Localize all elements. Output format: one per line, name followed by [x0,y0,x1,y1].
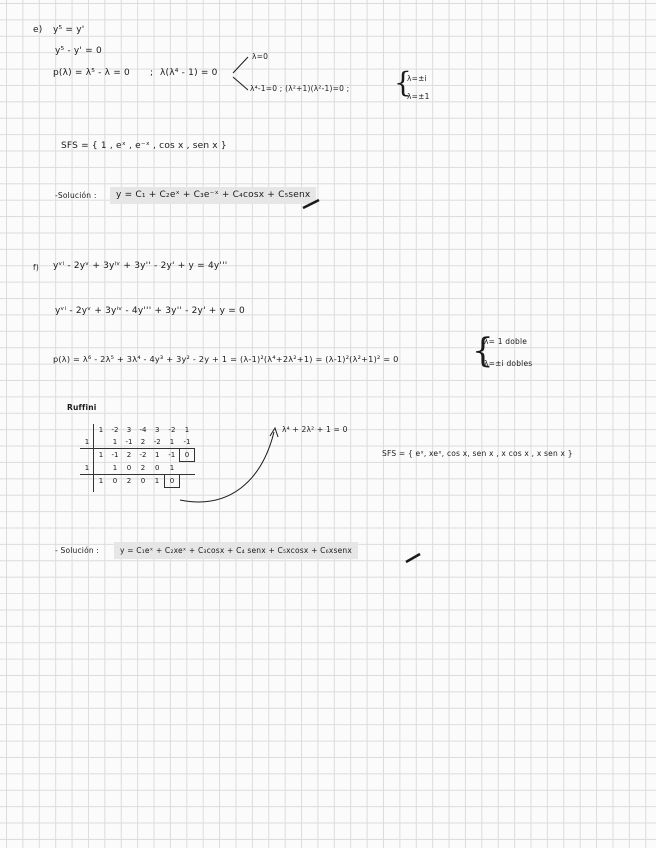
ruffini-cell: 1 [84,438,90,446]
ruffini-cell: 1 [184,426,190,434]
ruffini-cell: 1 [169,438,175,446]
ruffini-cell: 0 [112,477,118,486]
ruffini-cell: 0 [140,477,146,486]
ruffini-cell: 1 [169,463,175,472]
part-f-quotient: λ⁴ + 2λ² + 1 = 0 [282,425,348,434]
ruffini-cell: 1 [155,451,160,460]
part-e-root-imag: λ=±i [407,74,427,83]
part-e-branch-four: λ⁴-1=0 ; (λ²+1)(λ²-1)=0 ; [250,84,350,93]
ruffini-cell: -2 [139,451,147,460]
part-e-label: e) [33,25,43,35]
ruffini-cell: 1 [112,438,118,446]
ruffini-remainder: 0 [180,449,195,462]
ruffini-cell: 1 [84,463,90,472]
part-f-sfs: SFS = { eˣ, xeˣ, cos x, sen x , x cos x , x sen x } [382,449,573,458]
ruffini-cell: -1 [183,438,191,446]
part-e-root-brace: { [394,66,412,99]
part-f-root-real: λ= 1 doble [484,337,528,346]
ruffini-label: Ruffini [67,403,97,412]
part-e-solution-label: -Solución : [55,191,97,200]
part-e-characteristic-polynomial: p(λ) = λ⁵ - λ = 0 [53,68,130,78]
part-f-solution-label: - Solución : [55,546,100,555]
part-e-solution: y = C₁ + C₂eˣ + C₃e⁻ˣ + C₄cosx + C₅senx [110,187,316,204]
ruffini-cell: -2 [168,426,176,434]
part-f-root-brace: { [472,331,494,371]
ruffini-cell: 3 [126,426,132,434]
ruffini-cell: 3 [155,426,160,434]
part-e-sfs: SFS = { 1 , eˣ , e⁻ˣ , cos x , sen x } [61,141,227,151]
part-f-equation-rearranged: yᵛⁱ - 2yᵛ + 3yⁱᵛ - 4y''' + 3y'' - 2y' + y = 0 [55,306,245,316]
ruffini-cell: 2 [140,463,146,472]
ruffini-cell: 1 [98,477,104,486]
ruffini-cell: 2 [126,451,132,460]
part-f-equation: yᵛⁱ - 2yᵛ + 3yⁱᵛ + 3y'' - 2y' + y = 4y''' [53,261,228,271]
part-f-characteristic-polynomial: p(λ) = λ⁶ - 2λ⁵ + 3λ⁴ - 4y³ + 3y² - 2y + 1 = (λ-1)²(λ⁴+2λ²+1) = (λ-1)²(λ²+1)² = 0 [53,354,399,364]
ruffini-remainder: 0 [165,475,180,488]
part-e-root-real: λ=±1 [407,92,430,101]
ruffini-cell: 1 [112,463,118,472]
part-e-separator: ; [150,68,154,78]
ruffini-cell: 2 [140,438,146,446]
ruffini-cell: 1 [98,426,104,434]
part-e-equation: y⁵ = y' [53,25,85,35]
ruffini-cell: 1 [154,477,160,486]
ruffini-cell: 0 [155,463,160,472]
ruffini-cell: -1 [125,438,133,446]
ruffini-cell: -1 [111,451,119,460]
part-f-label: f) [33,263,39,272]
part-f-solution: y = C₁eˣ + C₂xeˣ + C₃cosx + C₄ senx + C₅xcosx + C₆xsenx [114,542,358,559]
part-e-equation-rearranged: y⁵ - y' = 0 [55,46,102,56]
ruffini-cell: 0 [126,463,132,472]
ruffini-cell: 1 [98,451,104,460]
ruffini-cell: -2 [153,438,161,446]
ruffini-cell: -4 [139,426,147,434]
ruffini-cell: -1 [168,451,176,460]
ruffini-cell: 2 [126,477,132,486]
part-f-root-imag: λ=±i dobles [484,359,533,368]
ruffini-cell: -2 [111,426,119,434]
part-e-branch-zero: λ=0 [252,52,269,61]
part-e-factored: λ(λ⁴ - 1) = 0 [160,68,218,78]
